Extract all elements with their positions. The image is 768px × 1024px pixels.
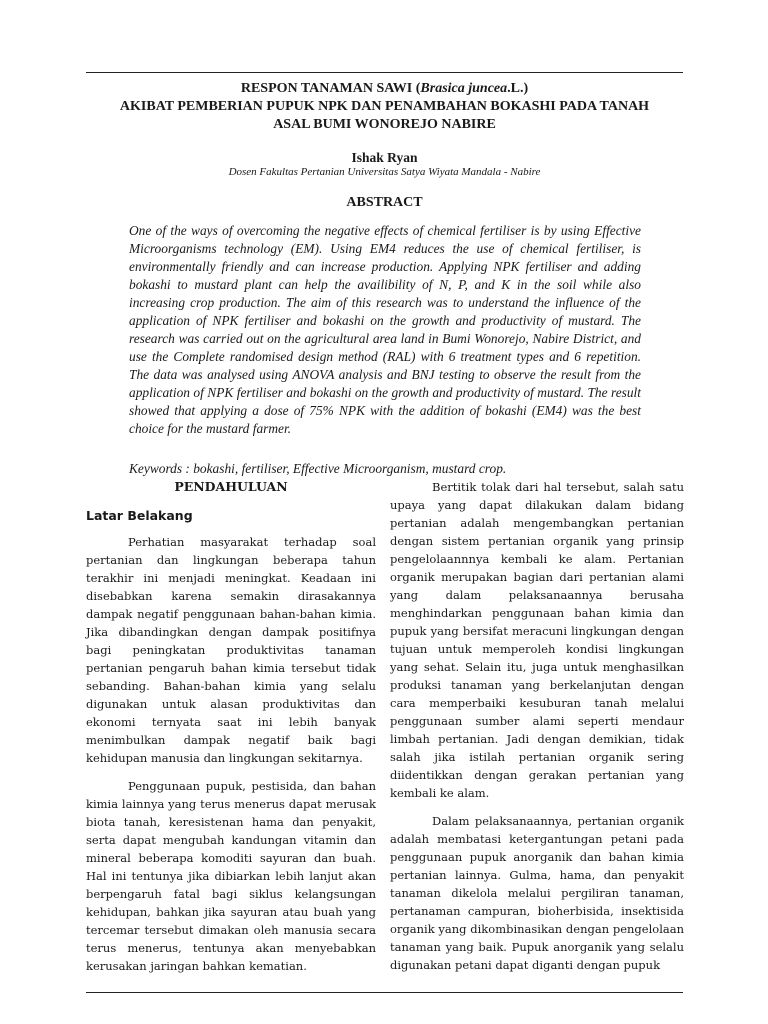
title-line-3: ASAL BUMI WONOREJO NABIRE — [273, 117, 496, 132]
body-paragraph: Dalam pelaksanaannya, pertanian organik adalah membatasi ketergantungan petani pada penggunaan pupuk anorganik dan bahan kimia pertanian lainnya. Gulma, hama, dan penyakit tanaman dikelola melalui pergiliran tanaman, pertanaman campuran, bioherbisida, insektisida organik yang dikombinasikan dengan pengelolaan tanaman yang baik. Pupuk anorganik yang selalu digunakan petani dapat diganti dengan pupuk — [390, 814, 684, 972]
body-paragraph: Perhatian masyarakat terhadap soal pertanian dan lingkungan beberapa tahun terakhir ini menjadi meningkat. Keadaan ini disebabkan karena semakin dirasakannya dampak negatif penggunaan bahan-bahan kimia. Jika dibandingkan dengan dampak positifnya bagi peningkatan produktivitas tanaman pertanian pengaruh bahan kimia tersebut tidak sebanding. Bahan-bahan kimia yang selalu digunakan untuk alasan produktivitas dan ekonomi ternyata saat ini lebih banyak menimbulkan dampak negatif baik bagi kehidupan manusia dan lingkungan sekitarnya. — [86, 535, 376, 765]
author-name: Ishak Ryan — [351, 150, 418, 165]
body-paragraph: Bertitik tolak dari hal tersebut, salah satu upaya yang dapat dilakukan dalam bidang pertanian adalah mengembangkan pertanian dengan sistem pertanian organik yang prinsip pengelolaannnya kembali ke alam. Pertanian organik merupakan bagian dari pertanian alami yang dalam pelaksanaannya berusaha menghindarkan penggunaan bahan kimia dan pupuk yang bersifat meracuni lingkungan dengan tujuan untuk memperoleh kondisi lingkungan yang sehat. Selain itu, juga untuk menghasilkan produksi tanaman yang berkelanjutan dengan cara memperbaiki kesuburan tanah melalui penggunaan sumber alami seperti mendaur limbah pertanian. Jadi dengan demikian, tidak salah jika istilah pertanian organik sering diidentikkan dengan gerakan pertanian yang kembali ke alam. — [390, 480, 684, 800]
abstract-heading: ABSTRACT — [346, 195, 423, 210]
left-column — [86, 478, 376, 985]
abstract-text: One of the ways of overcoming the negative effects of chemical fertiliser is by using Effective Microorganisms technology (EM). Using EM4 reduces the use of chemical fertiliser, is environmentally friendly and can increase production. Applying NPK fertiliser and adding bokashi to mustard plant can help the availibility of N, P, and K in the soil while also increasing crop production. The aim of this research was to understand the influence of the application of NPK fertiliser and bokashi on the growth and productivity of mustard. The research was carried out on the agricultural area land in Bumi Wonorejo, Nabire District, and use the Complete randomised design method (RAL) with 6 treatment types and 6 repetition. The data was analysed using ANOVA analysis and BNJ testing to observe the result from the application of NPK fertiliser and bokashi on the growth and productivity of mustard. The result showed that applying a dose of 75% NPK with the addition of bokashi (EM4) was the best choice for the mustard farmer. — [129, 223, 641, 436]
title-line-1: RESPON TANAMAN SAWI (Brasica juncea.L.) — [240, 81, 529, 96]
section-heading: PENDAHULUAN — [174, 479, 288, 494]
paper-title — [86, 80, 683, 134]
top-rule — [86, 72, 683, 73]
title-line-2: AKIBAT PEMBERIAN PUPUK NPK DAN PENAMBAHAN BOKASHI PADA TANAH — [119, 99, 650, 114]
subsection-heading: Latar Belakang — [86, 508, 193, 523]
bottom-rule — [86, 992, 683, 993]
keywords: Keywords : bokashi, fertiliser, Effective Microorganism, mustard crop. — [129, 461, 507, 476]
author-affiliation: Dosen Fakultas Pertanian Universitas Satya Wiyata Mandala - Nabire — [228, 166, 541, 178]
body-paragraph: Penggunaan pupuk, pestisida, dan bahan kimia lainnya yang terus menerus dapat merusak biota tanah, keresistenan hama dan penyakit, serta dapat mengubah kandungan vitamin dan mineral beberapa komoditi sayuran dan buah. Hal ini tentunya jika dibiarkan lebih lanjut akan berpengaruh fatal bagi siklus kelangsungan kehidupan, bahkan jika sayuran atau buah yang tercemar tersebut dimakan oleh manusia secara terus menerus, tentunya akan menyebabkan kerusakan jaringan bahkan kematian. — [86, 779, 376, 973]
species-name: Brasica juncea — [420, 81, 508, 96]
right-column — [390, 478, 684, 984]
